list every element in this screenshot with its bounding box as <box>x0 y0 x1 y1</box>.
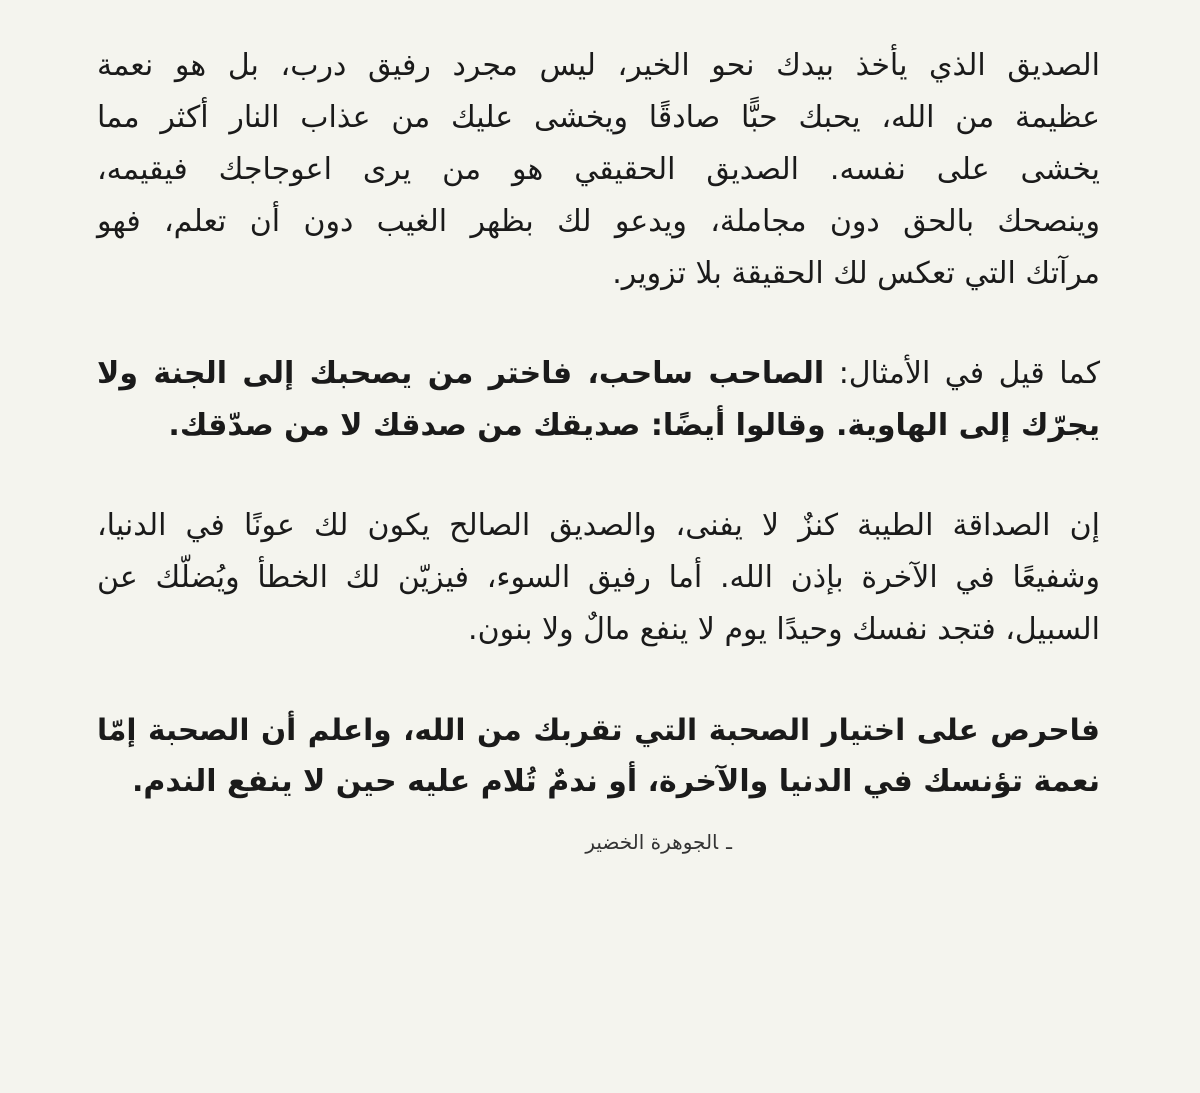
paragraph-proverbs <box>97 348 1100 452</box>
paragraph-line: السبيل، فتجد نفسك وحيدًا يوم لا ينفع مالٌ ولا بنون. <box>468 612 1100 647</box>
paragraph-line: مرآتك التي تعكس لك الحقيقة بلا تزوير. <box>612 256 1100 291</box>
paragraph-line: فاحرص على اختيار الصحبة التي تقربك من الله، واعلم أن الصحبة إمّا <box>97 713 1100 747</box>
paragraph-friend-definition <box>97 40 1100 300</box>
paragraph-line: الصديق الذي يأخذ بيدك نحو الخير، ليس مجرد رفيق درب، بل هو نعمة <box>97 48 1100 83</box>
paragraph-line: نعمة تؤنسك في الدنيا والآخرة، أو ندمٌ تُلام عليه حين لا ينفع الندم. <box>132 764 1100 799</box>
paragraph-line: إن الصداقة الطيبة كنزٌ لا يفنى، والصديق الصالح يكون لك عونًا في الدنيا، <box>97 508 1100 543</box>
author-signature <box>97 830 732 854</box>
paragraph-line: عظيمة من الله، يحبك حبًّا صادقًا ويخشى عليك من عذاب النار أكثر مما <box>97 100 1100 135</box>
paragraph-line: وشفيعًا في الآخرة بإذن الله. أما رفيق السوء، فيزيّن لك الخطأ ويُضلّك عن <box>97 560 1100 595</box>
signature-dash: ـ <box>726 830 732 854</box>
signature-author: الجوهرة الخضير <box>585 830 719 854</box>
paragraph-line <box>97 348 1100 400</box>
paragraph-line: وينصحك بالحق دون مجاملة، ويدعو لك بظهر الغيب دون أن تعلم، فهو <box>97 204 1100 239</box>
paragraph-good-friendship <box>97 500 1100 656</box>
paragraph-conclusion <box>97 704 1100 808</box>
paragraph-line: يجرّك إلى الهاوية. وقالوا أيضًا: صديقك من صدقك لا من صدّقك. <box>168 408 1100 443</box>
proverb-bold-text: الصاحب ساحب، فاختر من يصحبك إلى الجنة ولا <box>97 356 825 391</box>
paragraph-line: يخشى على نفسه. الصديق الحقيقي هو من يرى اعوجاجك فيقيمه، <box>97 152 1100 187</box>
proverb-intro: كما قيل في الأمثال: <box>824 356 1100 391</box>
